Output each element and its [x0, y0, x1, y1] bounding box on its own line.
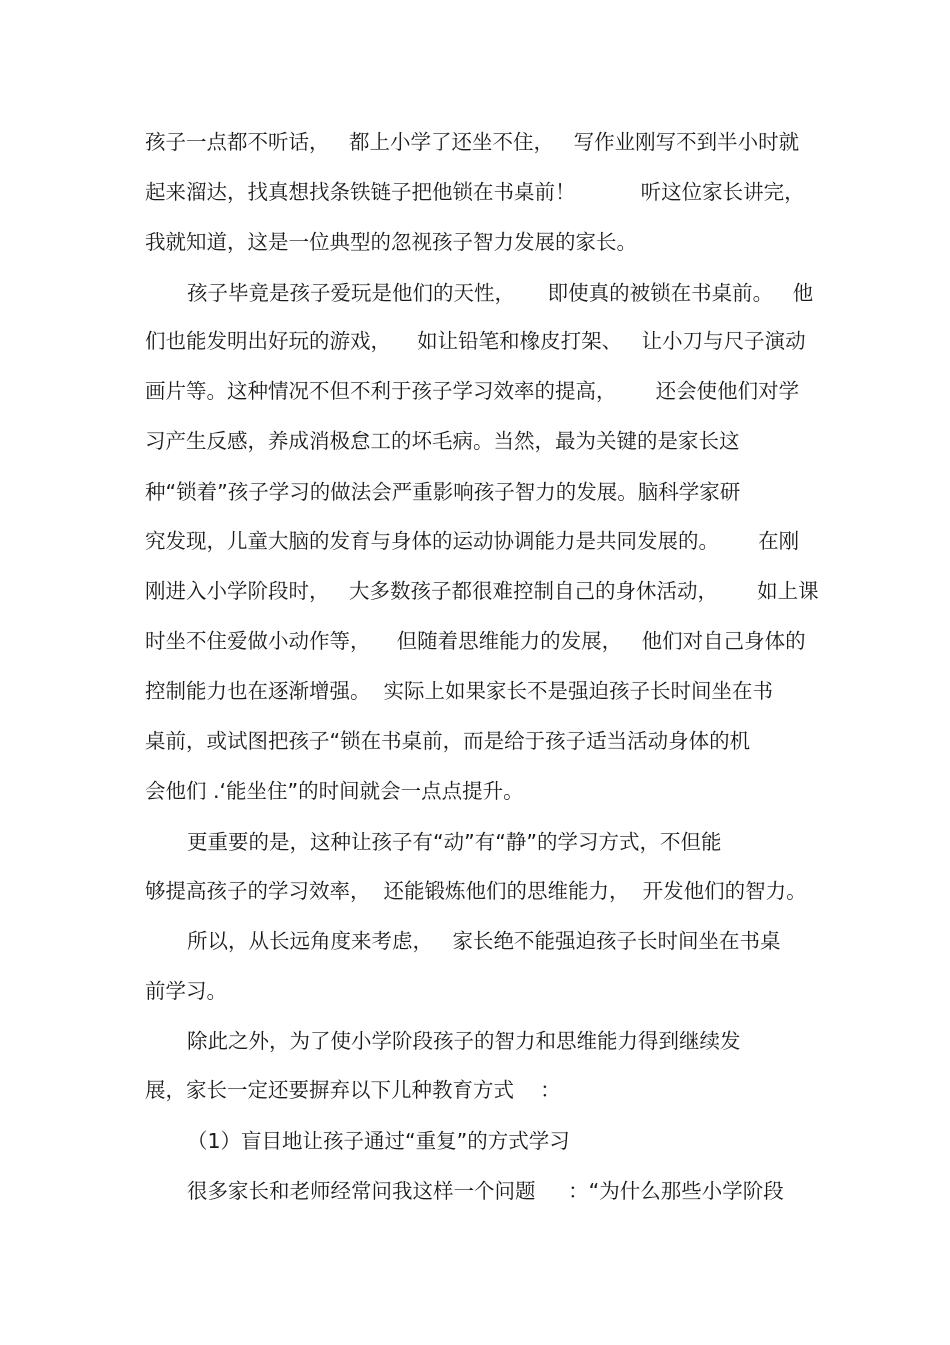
paragraph-first-line: 所以，从长远角度来考虑， 家长绝不能强迫孩子长时间坐在书桌: [187, 929, 781, 953]
paragraph-first-line: 很多家长和老师经常问我这样一个问题 ：“为什么那些小学阶段: [187, 1179, 784, 1203]
text-line: 控制能力也在逐渐增强。 实际上如果家长不是强迫孩子长时间坐在书: [145, 679, 774, 703]
paragraph-first-line: 孩子毕竟是孩子爱玩是他们的天性， 即使真的被锁在书桌前。 他: [187, 281, 814, 305]
text-line: 桌前，或试图把孩子“锁在书桌前，而是给于孩子适当活动身体的机: [145, 729, 751, 753]
section-heading: （1）盲目地让孩子通过“重复”的方式学习: [187, 1129, 570, 1153]
paragraph-first-line: 除此之外，为了使小学阶段孩子的智力和思维能力得到继续发: [187, 1029, 741, 1053]
paragraph-first-line: 更重要的是，这种让孩子有“动”有“静”的学习方式，不但能: [187, 830, 722, 854]
text-line: 前学习。: [145, 979, 227, 1003]
text-line: 习产生反感，养成消极怠工的坏毛病。当然，最为关键的是家长这: [145, 429, 740, 453]
text-line: 起来溜达，找真想找条铁链子把他锁在书桌前！ 听这位家长讲完，: [145, 180, 805, 204]
text-line: 展，家长一定还要摒弃以下儿种教育方式 ：: [145, 1078, 561, 1102]
text-line: 种“锁着”孩子学习的做法会严重影响孩子智力的发展。脑科学家研: [145, 480, 741, 504]
text-line: 们也能发明出好玩的游戏， 如让铅笔和橡皮打架、 让小刀与尺子演动: [145, 329, 806, 353]
text-line: 我就知道，这是一位典型的忽视孩子智力发展的家长。: [145, 230, 637, 254]
text-line: 画片等。这种情况不但不利于孩子学习效率的提高， 还会使他们对学: [145, 379, 800, 403]
text-line: 会他们 .‘能坐住”的时间就会一点点提升。: [145, 779, 524, 803]
text-line: 刚进入小学阶段时， 大多数孩子都很难控制自己的身休活动， 如上课: [145, 579, 819, 603]
text-line: 时坐不住爱做小动作等， 但随着思维能力的发展， 他们对自己身体的: [145, 629, 806, 653]
text-line: 究发现，儿童大脑的发育与身体的运动协调能力是共同发展的。 在刚: [145, 529, 800, 553]
text-line: 孩子一点都不听话， 都上小学了还坐不住， 写作业刚写不到半小时就: [145, 130, 800, 154]
text-line: 够提高孩子的学习效率， 还能锻炼他们的思维能力， 开发他们的智力。: [145, 879, 807, 903]
